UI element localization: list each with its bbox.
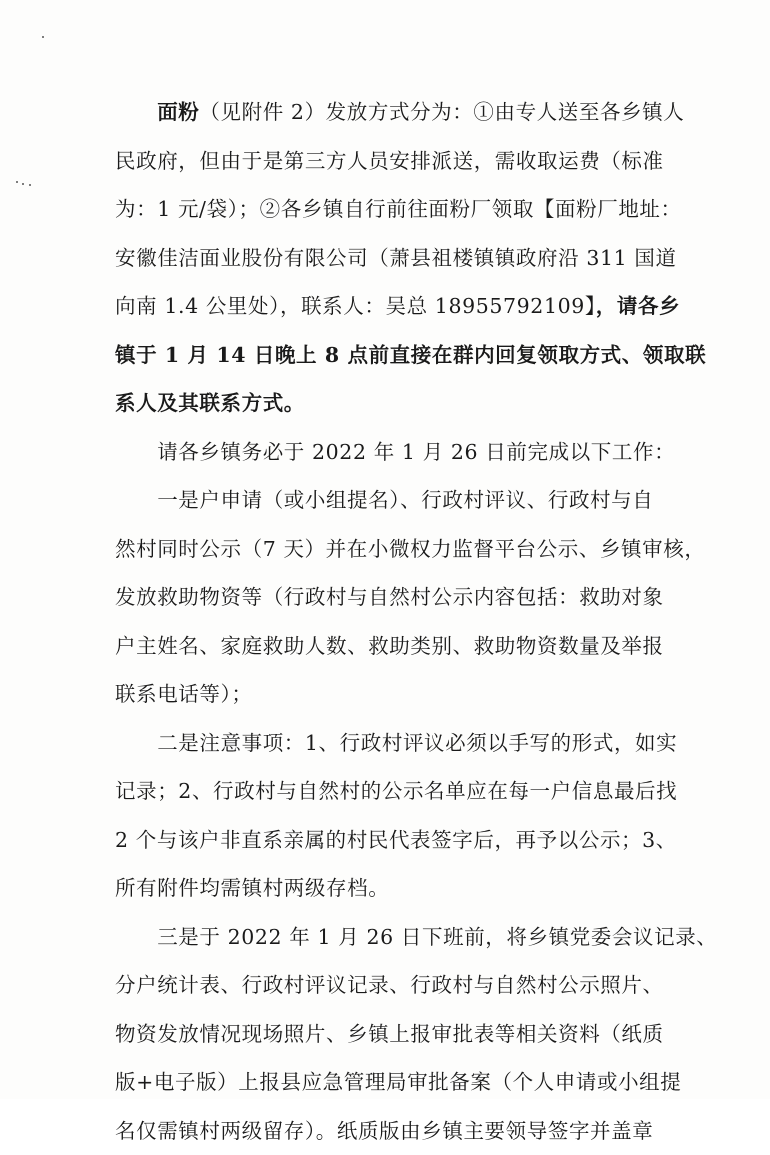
text-line (115, 282, 680, 331)
text-segment (115, 100, 157, 124)
text-segment: 请各乡镇务必于 2022 年 1 月 26 日前完成以下工作： (115, 440, 675, 464)
text-segment: 三是于 2022 年 1 月 26 日下班前，将乡镇党委会议记录、 (115, 925, 717, 949)
text-segment: 发放救助物资等（行政村与自然村公示内容包括：救助对象 (115, 585, 664, 609)
text-segment: 版+电子版）上报县应急管理局审批备案（个人申请或小组提 (115, 1070, 681, 1094)
text-segment: 二是注意事项：1、行政村评议必须以手写的形式，如实 (115, 731, 677, 755)
text-segment: 安徽佳洁面业股份有限公司（萧县祖楼镇镇政府沿 311 国道 (115, 246, 677, 270)
text-segment: 所有附件均需镇村两级存档。 (115, 876, 389, 900)
text-line (115, 719, 680, 768)
text-line (115, 234, 680, 283)
bold-text-segment: 面粉 (157, 100, 199, 124)
text-line (115, 88, 680, 137)
text-segment: （见附件 2）发放方式分为：①由专人送至各乡镇人 (199, 100, 684, 124)
text-line (115, 137, 680, 186)
text-line (115, 670, 680, 719)
text-segment: 然村同时公示（7 天）并在小微权力监督平台公示、乡镇审核， (115, 537, 705, 561)
text-line (115, 961, 680, 1010)
document-body (115, 88, 680, 1155)
text-line (115, 864, 680, 913)
text-segment: 户主姓名、家庭救助人数、救助类别、救助物资数量及举报 (115, 634, 664, 658)
text-line (115, 816, 680, 865)
text-segment: 物资发放情况现场照片、乡镇上报审批表等相关资料（纸质 (115, 1022, 664, 1046)
scan-speck (22, 183, 24, 185)
text-line (115, 331, 680, 380)
text-line (115, 767, 680, 816)
text-segment: 分户统计表、行政村评议记录、行政村与自然村公示照片、 (115, 973, 664, 997)
bold-text-segment: 系人及其联系方式。 (115, 391, 305, 415)
text-segment: 一是户申请（或小组提名）、行政村评议、行政村与自 (115, 488, 653, 512)
text-line (115, 913, 680, 962)
text-segment: 2 个与该户非直系亲属的村民代表签字后，再予以公示；3、 (115, 828, 677, 852)
text-line (115, 1107, 680, 1155)
text-line (115, 1010, 680, 1059)
scan-speck (29, 184, 31, 186)
text-segment: 记录；2、行政村与自然村的公示名单应在每一户信息最后找 (115, 779, 677, 803)
scan-speck (42, 36, 44, 38)
text-line (115, 476, 680, 525)
text-segment: 名仅需镇村两级留存）。纸质版由乡镇主要领导签字并盖章 (115, 1119, 653, 1143)
text-segment: 为：1 元/袋）；②各乡镇自行前往面粉厂领取【面粉厂地址： (115, 197, 682, 221)
text-line (115, 185, 680, 234)
text-segment: 民政府，但由于是第三方人员安排派送，需收取运费（标准 (115, 149, 664, 173)
text-segment: 向南 1.4 公里处），联系人：吴总 18955792109】 (115, 294, 596, 318)
text-line (115, 525, 680, 574)
text-line (115, 622, 680, 671)
text-segment: 联系电话等）； (115, 682, 252, 706)
bold-text-segment: 镇于 1 月 14 日晚上 8 点前直接在群内回复领取方式、领取联 (115, 343, 706, 367)
text-line (115, 379, 680, 428)
text-line (115, 573, 680, 622)
text-line (115, 1058, 680, 1107)
bold-text-segment: ，请各乡 (596, 294, 680, 318)
text-line (115, 428, 680, 477)
scan-speck (16, 181, 18, 183)
